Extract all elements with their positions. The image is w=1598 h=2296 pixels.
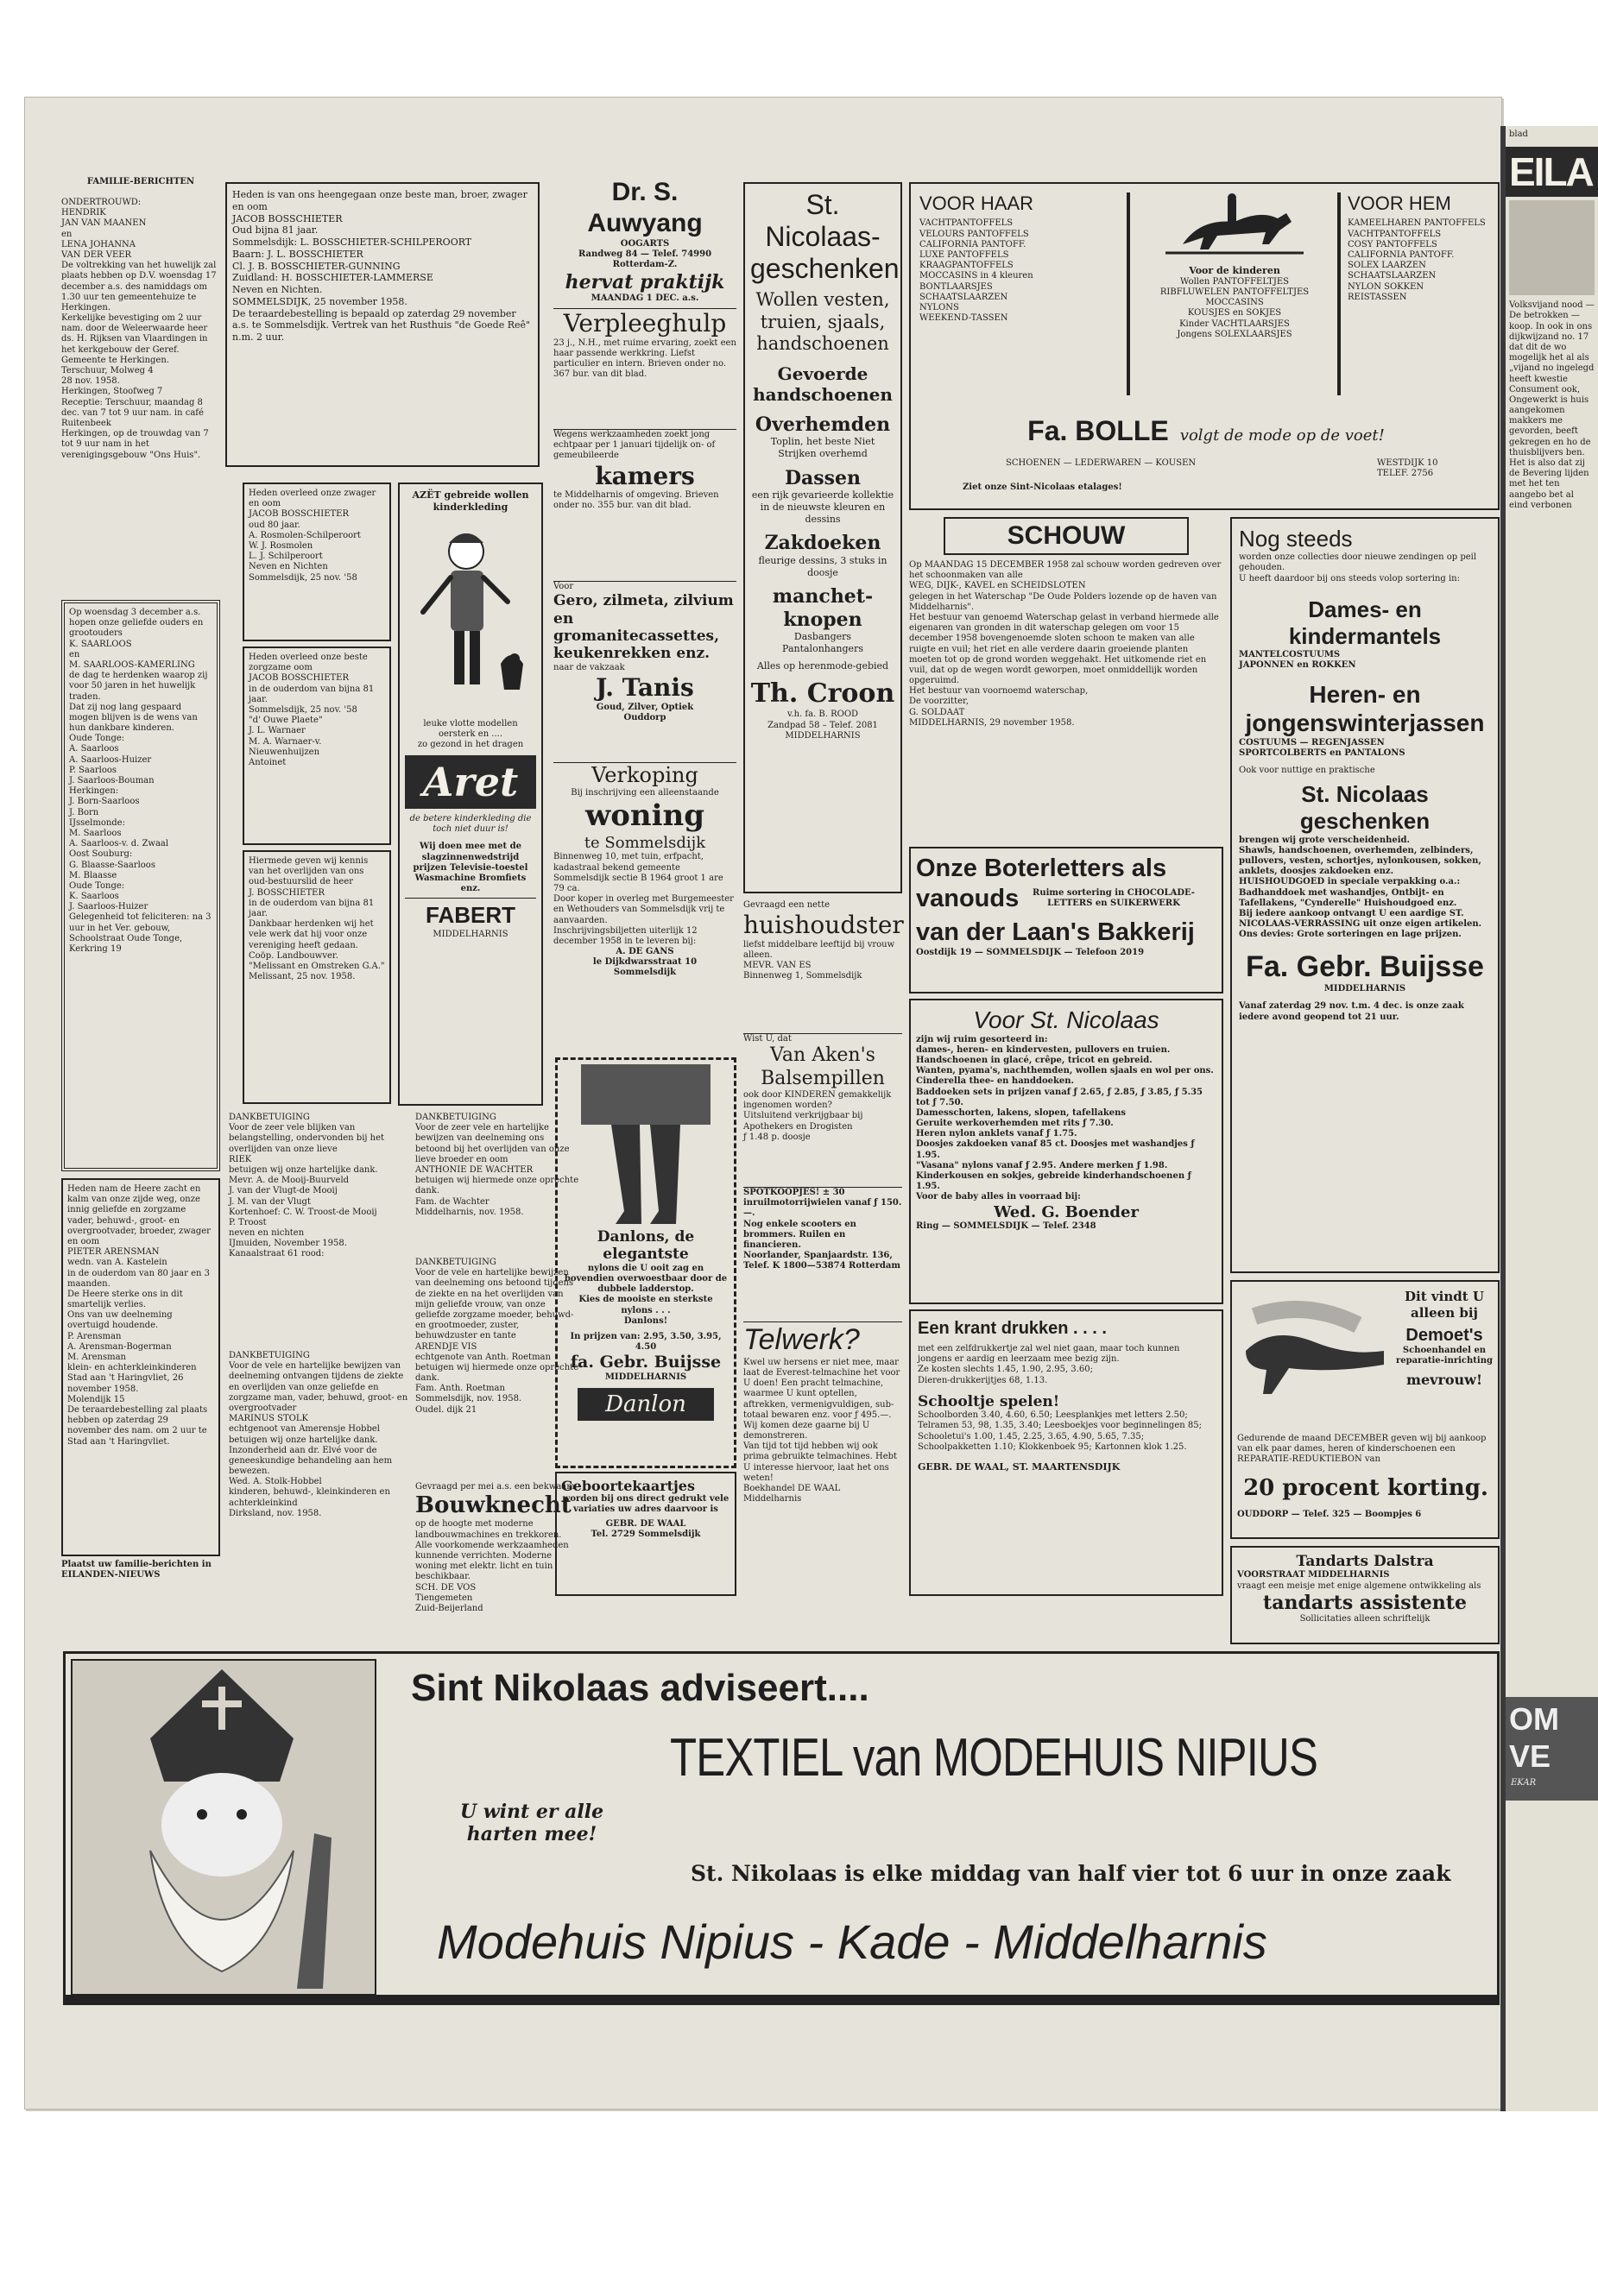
dankbetuiging-stolk xyxy=(229,1351,410,1591)
buijsse-h3intro: Ook voor nuttige en praktische xyxy=(1239,766,1375,776)
dankbetuiging-wachter-text: DANKBETUIGING Voor de zeer vele en hartelijke bewijzen van deelneming ons betoond bij het overlijden van onze lieve broeder en oom ANTHONIE DE WACHTER betuigen wij hiermede onze oprechte dank. Fam. de Wachter Middelharnis, nov. 1958. xyxy=(415,1113,579,1217)
buijsse-h3b: brengen wij grote verscheidenheid. Shawls, handschoenen, overhemden, zelbinders, pullovers, vesten, schortjes, nylonkousen, sokken, anklets, doosjes zakdoeken enz. HUISHOUDGOED in speciale verpakking o.a.: Badhanddoek met washandjes, Ontbijt- en Tafellakens, "Cynderelle" Huishoudgoed enz. Bij iedere aankoop ontvangt U een aardige ST. NICOLAAS-VERRASSING uit onze eigen artikelen. Ons devies: Grote sorteringen en lage prijzen. xyxy=(1239,835,1482,940)
woning-city: te Sommelsdijk xyxy=(584,833,706,852)
demoet-t2: Schoenhandel en reparatie-inrichting xyxy=(1396,1345,1493,1366)
familieberichten-promo-text: Plaatst uw familie-berichten in EILANDEN-NIEUWS xyxy=(61,1560,212,1580)
tanis-items: Gero, zilmeta, zilvium en gromanitecassettes, keukenrekken enz. xyxy=(553,592,734,663)
aret-body: Wij doen mee met de slagzinnenwedstrijd prijzen Televisie-toestel Wasmachine Bromfiets enz. xyxy=(413,842,528,894)
kamers-ad xyxy=(553,429,736,577)
bolle-haarlist: VACHTPANTOFFELS VELOURS PANTOFFELS CALIFORNIA PANTOFF. LUXE PANTOFFELS KRAAGPANTOFFELS MOCCASINS in 4 kleuren BONTLAARSJES SCHAATSLAARZEN NYLONS WEEKEND-TASSEN xyxy=(919,218,1033,324)
drukken-spelen: Schooltje spelen! xyxy=(918,1392,1060,1410)
auwyang-sub: OOGARTS xyxy=(620,239,670,249)
nipius-ad xyxy=(63,1651,1500,2005)
tandarts-ad xyxy=(1230,1546,1500,1644)
adjacent-page-edge xyxy=(1500,126,1598,2111)
demoet-t1: Dit vindt U alleen bij xyxy=(1405,1289,1484,1321)
arensman-obituary xyxy=(61,1178,220,1556)
auwyang-hervat: hervat praktijk xyxy=(565,270,725,293)
tanis-sub: Goud, Zilver, Optiek Ouddorp xyxy=(596,702,694,722)
bosschieter-warnaer-text: Heden overleed onze beste zorgzame oom JACOB BOSSCHIETER in de ouderdom van bijna 81 jaar. Sommelsdijk, 25 nov. '58 "d' Ouwe Plaete" J. L. Warnaer M. A. Warnaer-v. Nieuwenhuijzen Antoinet xyxy=(249,653,375,767)
saarloos-anniversary xyxy=(61,600,220,1171)
buijsse-h3: St. Nicolaas geschenken xyxy=(1299,781,1431,835)
bolle-haar: VOOR HAAR xyxy=(919,192,1034,214)
nextpage-text: Volksvijand nood — De betrokken — koop. In ook in ons dijkwijzand no. 17 dat dit de wo mogelijk het al als „vijand no ingelegd heeft kwestie Consument ook, Ongewerkt is huis aangekomen makkers me gevorden, beeft gekregen en ho de thuisblijvers ben. Het is also dat zij de Bevering lijden met het ten aangebo bet al eind verbonen xyxy=(1509,300,1595,510)
telwerk-title: Telwerk? xyxy=(743,1323,860,1356)
croon-h3: Dassen xyxy=(784,466,862,489)
bolle-kinderlist: Wollen PANTOFFELTJES RIBFLUWELEN PANTOFFELTJES MOCCASINS KOUSJES en SOKJES Kinder VACHTLAARSJES Jongens SOLEXLAARSJES xyxy=(1159,276,1310,339)
woning-addr: le Dijkdwarsstraat 10 Sommelsdijk xyxy=(592,957,698,978)
telwerk-ad xyxy=(743,1321,902,1598)
bouwknecht-title: Gevraagd per mei a.s. een bekwaam xyxy=(415,1482,575,1492)
buijsse-h1b: MANTELCOSTUUMS JAPONNEN en ROKKEN xyxy=(1239,650,1356,671)
bouwknecht-head: Bouwknecht xyxy=(415,1492,572,1519)
sinterklaas-horse-icon xyxy=(1165,192,1304,262)
croon-h2: Overhemden xyxy=(755,413,891,436)
dankbetuiging-riek xyxy=(229,1113,410,1347)
demoet-name: Demoet's xyxy=(1405,1325,1483,1345)
dankbetuiging-riek-text: DANKBETUIGING Voor de zeer vele blijken van belangstelling, ondervonden bij het overlijden van onze lieve RIEK betuigen wij onze hartelijke dank. Mevr. A. de Mooij-Buurveld J. van der Vlugt-de Mooij J. M. van der Vlugt Kortenhoef: C. W. Troost-de Mooij P. Troost neven en nichten IJmuiden, November 1958. Kanaalstraat 61 rood: xyxy=(229,1113,385,1259)
schouw-body: Op MAANDAG 15 DECEMBER 1958 zal schouw worden gedreven over het schoonmaken van alle WEG, DIJK-, KAVEL en SCHEIDSLOTEN gelegen in het Waterschap "De Oude Polders lozende op de haven van Middelharnis". Het bestuur van genoemd Waterschap gelast in verband hiermede alle eigenaren van gronden in dit waterschap gelegen om voor 15 december 1958 bovengenoemde sloten schoon te maken van alle ruigte en vuil; het riet en alle verdere daarin groeiende planten moeten tot op de grond worden weggehakt. Het uitkomende riet en vuil, dat op de wegen wordt geworpen, moet onmiddellijk worden opgeruimd. Het bestuur van voornoemd waterschap, De voorzitter, G. SOLDAAT MIDDELHARNIS, 29 november 1958. xyxy=(909,560,1222,728)
croon-h4b: fleurige dessins, 3 stuks in doosje xyxy=(758,554,887,578)
bolle-etalage: Ziet onze Sint-Nicolaas etalages! xyxy=(963,483,1122,492)
bolle-hem: VOOR HEM xyxy=(1348,192,1451,214)
nextpage-top: blad xyxy=(1509,129,1528,139)
woning-name: A. DE GANS xyxy=(616,947,674,957)
drukken-title: Een krant drukken . . . . xyxy=(918,1319,1107,1338)
ondertrouwd-notice xyxy=(61,198,220,596)
family-header xyxy=(61,177,220,196)
bolle-hemlist: KAMEELHAREN PANTOFFELS VACHTPANTOFFELS COSY PANTOFFELS CALIFORNIA PANTOFF. SOLEX LAARZEN SCHAATSLAARZEN NYLON SOKKEN REISTASSEN xyxy=(1348,218,1486,302)
auwyang-name: Dr. S. Auwyang xyxy=(587,178,703,237)
boender-body: zijn wij ruim gesorteerd in: dames-, heren- en kindervesten, pullovers en truien. Handschoenen in glacé, crêpe, tricot en gebreid. Wanten, pyama's, nachthemden, wollen sjaals en wol per ons. Cinderella thee- en handdoeken. Baddoeken sets in prijzen vanaf ƒ 2.65, ƒ 2.85, ƒ 3.85, ƒ 5.35 tot ƒ 7.50. Damesschorten, lakens, slopen, tafellakens Geruite werkoverhemden met rits ƒ 7.30. Heren nylon anklets vanaf ƒ 1.75. Doosjes zakdoeken vanaf 85 ct. Doosjes met washandjes ƒ 1.95. "Vasana" nylons vanaf ƒ 2.95. Andere merken ƒ 1.98. Kinderkousen en sokjes, gebreide kinderhandschoenen ƒ 1.95. Voor de baby alles in voorraad bij: xyxy=(916,1034,1214,1202)
vanaken-ad xyxy=(743,1033,902,1183)
danlon-ad xyxy=(555,1057,736,1468)
croon-h1: Gevoerde handschoenen xyxy=(753,363,893,405)
demoet-body: Gedurende de maand DECEMBER geven wij bij aankoop van elk paar dames, heren of kinderschoenen een REPARATIE-REDUKTIEBON van xyxy=(1237,1434,1487,1465)
croon-h5b: Dasbangers Pantalonhangers xyxy=(782,631,863,654)
demoet-big: 20 procent korting. xyxy=(1243,1475,1488,1501)
bolle-slogan: volgt de mode op de voet! xyxy=(1179,426,1385,445)
boterletters-addr: Oostdijk 19 — SOMMELSDIJK — Telefoon 2019 xyxy=(916,947,1145,957)
aret-logo: Aret xyxy=(422,759,519,806)
vanaken-body: ook door KINDEREN gemakkelijk ingenomen worden? Uitsluitend verkrijgbaar bij Apothekers en Drogisten ƒ 1.48 p. doosje xyxy=(743,1089,892,1142)
legs-illustration-icon xyxy=(564,1064,728,1228)
arensman-text: Heden nam de Heere zacht en kalm van onze zijde weg, onze innig geliefde en zorgzame vader, behuwd-, groot- en overgrootvader, broeder, zwager en oom PIETER ARENSMAN wedn. van A. Kastelein in de ouderdom van 80 jaar en 3 maanden. De Heere sterke ons in dit smartelijk verlies. Ons van uw deelneming overtuigd houdende. P. Arensman A. Arensman-Bogerman M. Arensman klein- en achterkleinkinderen Stad aan 't Haringvliet, 26 november 1958. Molendijk 15 De teraardebestelling zal plaats hebben op zaterdag 29 november des nam. om 2 uur te Stad aan 't Haringvliet. xyxy=(67,1184,211,1447)
croon-h3b: een rijk gevarieerde kollektie in de nieuwste kleuren en dessins xyxy=(751,489,894,525)
tandarts-body: vraagt een meisje met enige algemene ontwikkeling als xyxy=(1237,1580,1481,1591)
familieberichten-promo xyxy=(61,1560,220,1587)
dankbetuiging-vis-text: DANKBETUIGING Voor de vele en hartelijke bewijzen van deelneming ons betoond tijdens de ziekte en na het overlijden van mijn geliefde vrouw, van onze geliefde zorgzame moeder, behuwd- en grootmoeder, zuster, behuwdzuster en tante ARENDJE VIS echtgenote van Anth. Roetman betuigen wij hiermede onze oprechte dank. Fam. Anth. Roetman Sommelsdijk, nov. 1958. Oudel. dijk 21 xyxy=(415,1258,579,1415)
nextpage-mid: OM VE xyxy=(1509,1701,1559,1775)
auwyang-ad xyxy=(553,177,736,305)
tandarts-role: tandarts assistente xyxy=(1263,1591,1467,1614)
auwyang-date: MAANDAG 1 DEC. a.s. xyxy=(591,293,699,303)
boterletters-ad xyxy=(909,847,1223,993)
buijsse-intro: worden onze collecties door nieuwe zendingen op peil gehouden. U heeft daardoor bij ons steeds volop sortering in: xyxy=(1239,552,1477,583)
buijsse-city: MIDDELHARNIS xyxy=(1323,984,1406,994)
bolle-kinder: Voor de kinderen xyxy=(1189,265,1280,276)
boterletters-name: van der Laan's Bakkerij xyxy=(916,918,1195,946)
child-illustration-icon xyxy=(406,517,535,716)
danlon-city: MIDDELHARNIS xyxy=(604,1372,687,1383)
aret-city: MIDDELHARNIS xyxy=(433,929,508,939)
geboorte-name: GEBR. DE WAAL xyxy=(605,1518,686,1529)
schouw-title: SCHOUW xyxy=(1007,521,1126,550)
aret-top: AZËT gebreide wollen kinderkleding xyxy=(412,489,529,513)
bosschieter-family-text: Heden is van ons heengegaan onze beste man, broer, zwager en oom JACOB BOSSCHIETER Oud bijna 81 jaar. Sommelsdijk: L. BOSSCHIETER-SCHILPEROORT Baarn: J. L. BOSSCHIETER Cl. J. B. BOSSCHIETER-GUNNING Zuidland: H. BOSSCHIETER-LAMMERSE Neven en Nichten. SOMMELSDIJK, 25 november 1958. De teraardebestelling is bepaald op zaterdag 29 november a.s. te Sommelsdijk. Vertrek van het Rusthuis "de Goede Reê" n.m. 2 uur. xyxy=(232,189,531,343)
buijsse-title: Nog steeds xyxy=(1239,526,1353,552)
croon-h5: manchet-knopen xyxy=(772,585,874,631)
buijsse-h1: Dames- en kindermantels xyxy=(1288,596,1442,649)
geboorte-title: Geboortekaartjes xyxy=(561,1478,695,1494)
danlon-logo-block xyxy=(578,1388,714,1421)
ondertrouwd-text: ONDERTROUWD: HENDRIK JAN VAN MAANEN en LENA JOHANNA VAN DER VEER De voltrekking van het huwelijk zal plaats hebben op D.V. woensdag 17 december a.s. des namiddags om 1.30 uur ten gemeentehuize te Herkingen. Kerkelijke bevestiging om 2 uur nam. door de Weleerwaarde heer ds. H. Rijksen van Vlaardingen in het kerkgebouw der Geref. Gemeente te Herkingen. Terschuur, Molweg 4 28 nov. 1958. Herkingen, Stoofweg 7 Receptie: Terschuur, maandag 8 dec. van 7 tot 9 uur nam. in café Ruitenbeek Herkingen, op de trouwdag van 7 tot 9 uur nam in het verenigingsgebouw "Ons Huis". xyxy=(61,198,217,460)
vanaken-intro: Wist U, dat xyxy=(743,1034,792,1044)
demoet-ad xyxy=(1230,1280,1500,1539)
woning-ad xyxy=(553,762,736,1052)
saarloos-text: Op woensdag 3 december a.s. hopen onze geliefde ouders en grootouders K. SAARLOOS en M. SAARLOOS-KAMERLING de dag te herdenken waarop zij voor 50 jaren in het huwelijk traden. Dat zij nog lang gespaard mogen blijven is de wens van hun dankbare kinderen. Oude Tonge: A. Saarloos A. Saarloos-Huizer P. Saarloos J. Saarloos-Bouman Herkingen: J. Born-Saarloos J. Born IJsselmonde: M. Saarloos A. Saarloos-v. d. Zwaal Oost Souburg: G. Blaasse-Saarloos M. Blaasse Oude Tonge: K. Saarloos J. Saarloos-Huizer Gelegenheid tot feliciteren: na 3 uur in het Ver. gebouw, Schoolstraat Oude Tonge, Kerkring 19 xyxy=(69,608,212,954)
nipius-title: TEXTIEL van MODEHUIS NIPIUS xyxy=(670,1728,1318,1788)
verpleeghulp-title: Verpleeghulp xyxy=(563,309,727,337)
croon-h4: Zakdoeken xyxy=(764,532,881,555)
danlon-prices: In prijzen van: 2.95, 3.50, 3.95, 4.50 xyxy=(570,1331,722,1353)
family-header-text: FAMILIE-BERICHTEN xyxy=(86,177,195,186)
bolle-name: Fa. BOLLE xyxy=(1027,415,1169,446)
croon-addr: v.h. fa. B. ROOD Zandpad 58 – Telef. 2081 MIDDELHARNIS xyxy=(767,710,878,741)
auwyang-addr: Randweg 84 — Telef. 74990 Rotterdam-Z. xyxy=(578,249,712,270)
boender-addr: Ring — SOMMELSDIJK — Telef. 2348 xyxy=(916,1221,1096,1232)
tanis-intro: Voor xyxy=(553,582,574,591)
buijsse-ad xyxy=(1230,517,1500,1273)
nipius-left: U wint er alle harten mee! xyxy=(459,1801,604,1846)
danlon-logo: Danlon xyxy=(605,1391,686,1418)
tanis-mid: naar de vakzaak xyxy=(553,662,625,672)
aret-advertisement xyxy=(398,483,543,1106)
woning-title: woning xyxy=(584,798,705,833)
boender-ad xyxy=(909,999,1223,1304)
buijsse-name: Fa. Gebr. Buijsse xyxy=(1246,949,1484,983)
croon-title: St. Nicolaas-geschenken xyxy=(750,189,900,284)
shoe-illustration-icon xyxy=(1237,1290,1393,1411)
verpleeghulp-body: 23 j., N.H., met ruime ervaring, zoekt een haar passende werkkring. Liefst particulier en intern. Brieven onder no. 367 bur. van dit blad. xyxy=(553,337,736,380)
huishoudster-ad xyxy=(743,900,902,1030)
woning-body: Binnenweg 10, met tuin, erfpacht, kadastraal bekend gemeente Sommelsdijk sectie B 1964 groot 1 are 79 ca. Door koper in overleg met Burgemeester en Wethouders van Sommelsdijk vrij te aanvaarden. Inschrijvingsbiljetten uiterlijk 12 december 1958 in te leveren bij: xyxy=(553,852,734,946)
drukken-list: Schoolborden 3.40, 4.60, 6.50; Leesplankjes met letters 2.50; Telramen 53, 98, 1.35, 3.40; Leesboekjes voor beginnelingen 85; Schooletui's 1.00, 1.45, 2.25, 3.65, 4.90, 5.65, 7.35; Schoolpakketten 1.10; Klokkenboek 95; Kartonnen klok 1.25. xyxy=(918,1410,1202,1452)
aret-sub: leuke vlotte modellen oersterk en .... zo gezond in het dragen xyxy=(417,718,524,749)
tanis-name: J. Tanis xyxy=(596,672,694,702)
bolle-addr: WESTDIJK 10 TELEF. 2756 xyxy=(1377,458,1438,479)
boterletters-title: Onze Boterletters als vanouds xyxy=(916,855,1167,912)
sinterklaas-face-icon xyxy=(73,1661,371,1990)
nextpage-mid2: EKAR xyxy=(1511,1778,1537,1788)
newspaper-page xyxy=(24,97,1502,2110)
nextpage-mast: EILA xyxy=(1509,149,1593,195)
croon-h2b: Toplin, het beste Niet Strijken overhemd xyxy=(770,436,875,460)
spotkoopjes-ad xyxy=(743,1187,902,1316)
huishoudster-body: liefst middelbare leeftijd bij vrouw alleen. MEVR. VAN ES Binnenweg 1, Sommelsdijk xyxy=(743,939,895,981)
drukken-ad xyxy=(909,1309,1223,1596)
geboorte-body: worden bij ons direct gedrukt vele variaties uw adres daarvoor is xyxy=(562,1494,730,1515)
aret-logo-block xyxy=(405,755,536,809)
verpleeghulp-ad xyxy=(553,308,736,424)
bolle-ad xyxy=(909,182,1500,510)
bosschieter-obituary-warnaer xyxy=(243,647,391,845)
spotkoopjes-body: SPOTKOOPJES! ± 30 inruilmotorrijwielen vanaf ƒ 150.—. Nog enkele scooters en brommers. Ruilen en financieren. Noorlander, Spanjaardstr. 136, Telef. K 1800—53874 Rotterdam xyxy=(743,1188,902,1271)
bosschieter-coop-text: Hiermede geven wij kennis van het overlijden van ons oud-bestuurslid de heer J. BOSSCHIETER in de ouderdom van bijna 81 jaar. Dankbaar herdenken wij het vele werk dat hij voor onze vereniging heeft gedaan. Coöp. Landbouwver. "Melissant en Omstreken G.A." Melissant, 25 nov. 1958. xyxy=(249,856,385,982)
aret-tag: de betere kinderkleding die toch niet duur is! xyxy=(409,814,532,835)
geboorte-tel: Tel. 2729 Sommelsdijk xyxy=(591,1529,701,1539)
geboortekaartjes-ad xyxy=(555,1472,736,1596)
bosschieter-obituary-family xyxy=(225,182,540,467)
woning-intro: Bij inschrijving een alleenstaande xyxy=(571,787,719,798)
croon-sub: Wollen vesten, truien, sjaals, handschoenen xyxy=(755,289,890,354)
kamers-title: kamers xyxy=(595,461,695,490)
buijsse-foot: Vanaf zaterdag 29 nov. t.m. 4 dec. is onze zaak iedere avond geopend tot 21 uur. xyxy=(1239,1001,1464,1022)
tandarts-foot: Sollicitaties alleen schriftelijk xyxy=(1299,1614,1431,1624)
demoet-t3: mevrouw! xyxy=(1406,1371,1482,1388)
buijsse-h2: Heren- en jongenswinterjassen xyxy=(1245,680,1485,737)
tandarts-title: Tandarts Dalstra xyxy=(1296,1553,1434,1570)
huishoudster-intro: Gevraagd een nette xyxy=(743,900,831,910)
bolle-line: SCHOENEN — LEDERWAREN — KOUSEN xyxy=(1006,458,1197,468)
boender-name: Wed. G. Boender xyxy=(994,1202,1139,1221)
danlon-store: fa. Gebr. Buijsse xyxy=(570,1353,722,1372)
schouw-ad xyxy=(909,517,1223,842)
croon-nicolaas-ad xyxy=(743,182,902,893)
croon-h5c: Alles op herenmode-gebied xyxy=(756,659,889,672)
buijsse-h2b: COSTUUMS — REGENJASSEN SPORTCOLBERTS en PANTALONS xyxy=(1239,737,1405,758)
woning-head: Verkoping xyxy=(591,763,698,787)
kamers-body: te Middelharnis of omgeving. Brieven onder no. 355 bur. van dit blad. xyxy=(553,490,719,511)
bosschieter-obituary-rosmolen xyxy=(243,483,391,641)
nipius-head: Sint Nikolaas adviseert.... xyxy=(411,1667,869,1709)
bouwknecht-body: op de hoogte met moderne landbouwmachines en trekkoren. Alle voorkomende werkzaamheden kunnende verrichten. Moderne woning met elektr. licht en tuin beschikbaar. SCH. DE VOS Tiengemeten Zuid-Beijerland xyxy=(415,1519,569,1613)
demoet-addr: OUDDORP — Telef. 325 — Boompjes 6 xyxy=(1237,1510,1422,1519)
drukken-body: met een zelfdrukkertje zal wel niet gaan, maar toch kunnen jongens er aardig en leerzaam mee bezig zijn. Ze kosten slechts 1.45, 1.90, 2.95, 3.60; Dieren-drukkerijtjes 68, 1.13. xyxy=(918,1344,1180,1385)
boender-title: Voor St. Nicolaas xyxy=(973,1006,1159,1033)
nipius-line: St. Nikolaas is elke middag van half vier tot 6 uur in onze zaak xyxy=(691,1861,1451,1886)
tandarts-addr: VOORSTRAAT MIDDELHARNIS xyxy=(1237,1570,1390,1580)
tanis-ad xyxy=(553,581,736,759)
croon-name: Th. Croon xyxy=(750,678,895,710)
huishoudster-title: huishoudster xyxy=(743,911,904,940)
aret-store: FABERT xyxy=(426,902,515,929)
nipius-foot: Modehuis Nipius - Kade - Middelharnis xyxy=(437,1914,1267,1969)
bosschieter-obituary-cooperative xyxy=(243,850,391,1104)
danlon-body: nylons die U ooit zag en bovendien overwoestbaar door de dubbele ladderstop. Kies de mooiste en sterkste nylons . . . Danlons! xyxy=(564,1263,728,1326)
vanaken-title: Van Aken's Balsempillen xyxy=(761,1044,885,1089)
telwerk-body: Kwel uw hersens er niet mee, maar laat de Everest-telmachine het voor U doen! Een pracht telmachine, waarmee U kunt optellen, aftrekken, vermenigvuldigen, sub-totaal bewaren enz. voor ƒ 495.—. Wij komen deze gaarne bij U demonstreren. Van tijd tot tijd hebben wij ook prima gebruikte telmachines. Hebt U interesse hiervoor, laat het ons weten! Boekhandel DE WAAL Middelharnis xyxy=(743,1357,900,1504)
danlon-title: Danlons, de elegantste xyxy=(597,1228,695,1264)
kamers-intro: Wegens werkzaamheden zoekt jong echtpaar per 1 januari tijdelijk on- of gemeubileerde xyxy=(553,430,716,461)
drukken-name: GEBR. DE WAAL, ST. MAARTENSDIJK xyxy=(918,1460,1121,1473)
boterletters-sub: Ruime sortering in CHOCOLADE-LETTERS en SUIKERWERK xyxy=(1033,887,1195,908)
bosschieter-rosmolen-text: Heden overleed onze zwager en oom JACOB BOSSCHIETER oud 80 jaar. A. Rosmolen-Schilperoort W. J. Rosmolen L. J. Schilperoort Neven en Nichten Sommelsdijk, 25 nov. '58 xyxy=(249,489,376,583)
dankbetuiging-stolk-text: DANKBETUIGING Voor de vele en hartelijke bewijzen van deelneming ontvangen tijdens de ziekte en overlijden van onze geliefde en zorgzame man, vader, behuwd, groot- en overgrootvader MARINUS STOLK echtgenoot van Amerensje Hobbel betuigen wij onze hartelijke dank. Inzonderheid aan dr. Elvé voor de geneeskundige behandeling aan hem bewezen. Wed. A. Stolk-Hobbel kinderen, behuwd-, kleinkinderen en achterkleinkind Dirksland, nov. 1958. xyxy=(229,1351,408,1518)
sinterklaas-portrait xyxy=(71,1659,376,1996)
